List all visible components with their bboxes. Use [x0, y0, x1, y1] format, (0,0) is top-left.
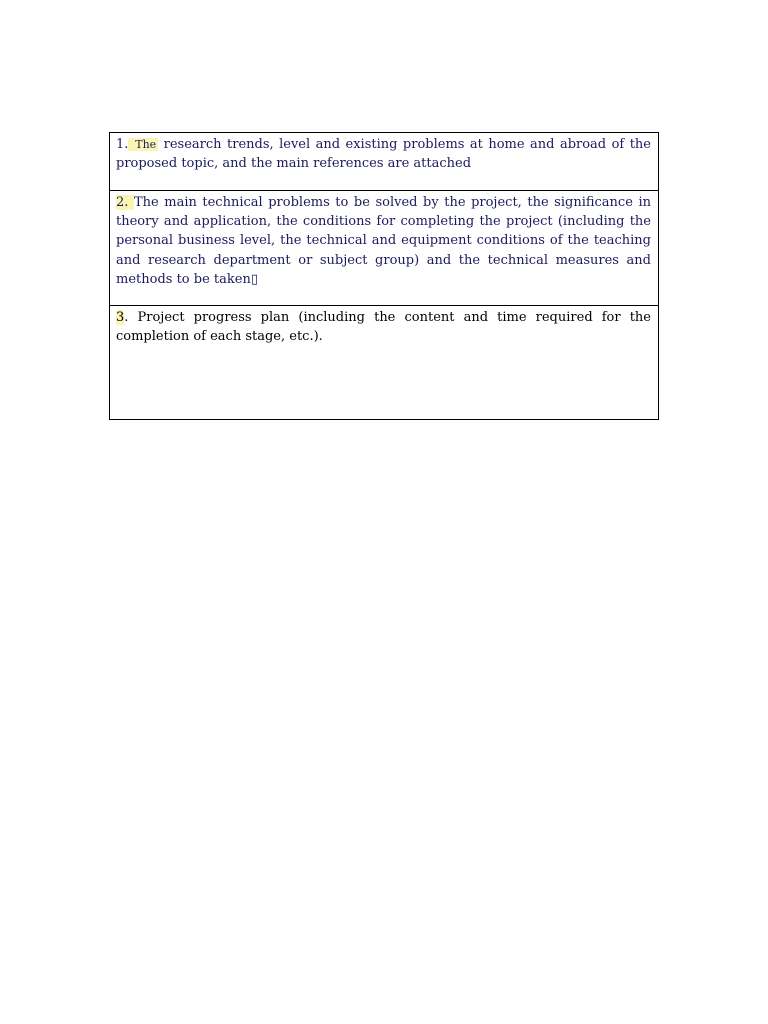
- section-2-cell[interactable]: [110, 191, 659, 306]
- table-row: [110, 133, 659, 191]
- section-1-number: 1: [116, 137, 125, 152]
- section-3-number: 3: [116, 310, 125, 325]
- section-2-text: The main technical problems to be solved by the project, the significance in theory and application, the conditions for completing the project (including the personal business level, the technical and equipment conditions of the teaching and research department or subject group) and the technical measures and methods to be taken: [116, 195, 651, 287]
- section-1-separator: .: [124, 137, 129, 152]
- section-1-highlight: The: [130, 138, 157, 151]
- section-2-number: 2.: [116, 195, 134, 210]
- section-3-text: . Project progress plan (including the content and time required for the completion of each stage, etc.).: [116, 310, 651, 345]
- section-2-trailing-char: ▯: [250, 271, 258, 287]
- section-3-cell[interactable]: [110, 306, 659, 420]
- section-1-cell[interactable]: [110, 133, 659, 191]
- table-row: [110, 306, 659, 420]
- proposal-form-table: [109, 132, 659, 420]
- table-row: [110, 191, 659, 306]
- section-1-text: research trends, level and existing problems at home and abroad of the proposed topic, and the main references are attached: [116, 137, 651, 172]
